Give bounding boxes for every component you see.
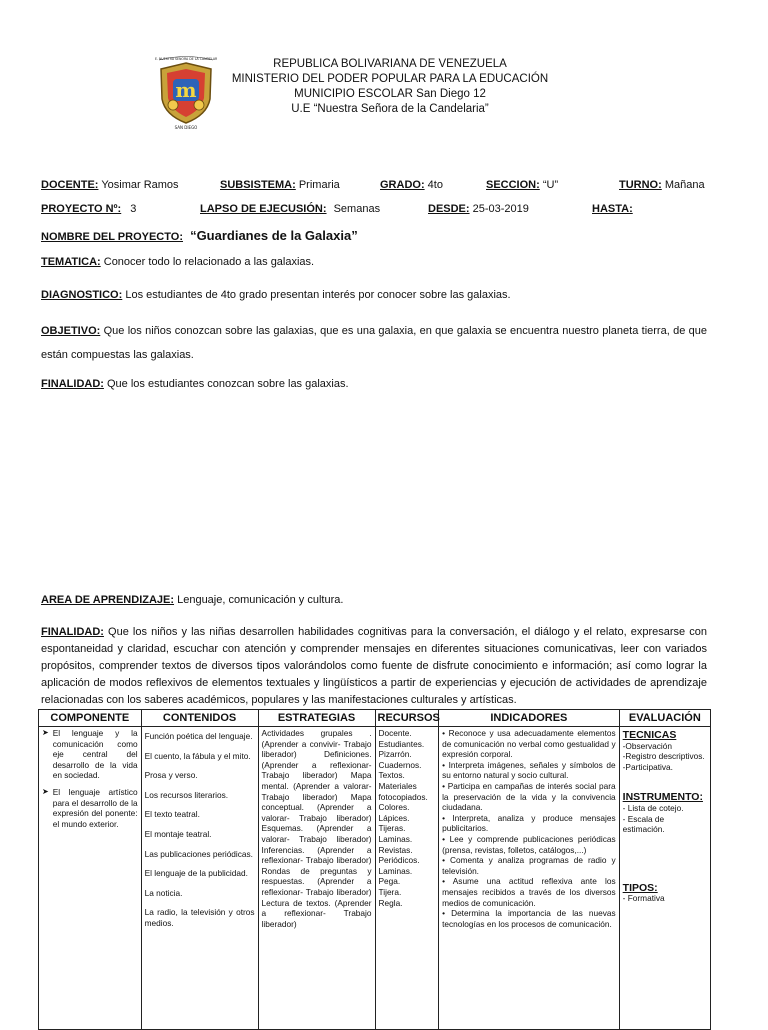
componente-text: El lenguaje artístico para el desarrollo de la expresión del ponente: el mundo exterior.	[52, 786, 138, 829]
tematica-text: Conocer todo lo relacionado a las galaxias.	[103, 256, 315, 268]
hasta-label: HASTA:	[592, 203, 633, 215]
estrategias-cell	[258, 727, 375, 1030]
list-item: El lenguaje de la publicidad.	[144, 868, 248, 879]
nombre-proyecto-value: “Guardianes de la Galaxia”	[190, 228, 358, 243]
evaluacion-cell	[619, 727, 710, 1030]
area-text: Lenguaje, comunicación y cultura.	[177, 594, 344, 606]
header-indicadores: INDICADORES	[439, 710, 620, 727]
list-item: -Observación	[622, 740, 672, 751]
diagnostico-section	[41, 287, 707, 304]
finalidad-label: FINALIDAD:	[41, 378, 104, 390]
finalidad-area-text: Que los niños y las niñas desarrollen habilidades cognitivas para la conversación, el diálogo y el relato, expresarse con espontaneidad y claridad, escuchar con atención y comprender mensajes en diferentes situaciones comunicativas, leer con variados propósitos, comprender textos de diversos tipos valorándolos como fuente de disfrute conocimiento e información; así como lograr la aplicación de modos reflexivos de elementos textuales y lingüísticos a partir de experiencias y ejecución de actividades de aprendizaje relacionadas con los saberes académicos, populares y las manifestaciones culturales y artísticas.	[41, 626, 708, 706]
list-item: El cuento, la fábula y el mito.	[144, 750, 251, 761]
list-item: • Interpreta, analiza y produce mensajes publicitarios.	[442, 812, 616, 834]
tipos-heading: TIPOS:	[622, 881, 658, 894]
header-recursos: RECURSOS	[375, 710, 439, 727]
list-item: Laminas.	[378, 833, 413, 844]
finalidad-area-section	[41, 624, 707, 709]
list-item: - Lista de cotejo.	[622, 802, 684, 813]
list-item: Estudiantes.	[378, 738, 425, 749]
list-item	[42, 787, 138, 829]
lapso-label: LAPSO DE EJECUSIÓN:	[200, 203, 327, 215]
list-item: • Asume una actitud reflexiva ante los mensajes recibidos a través de los diversos medios de comunicación.	[442, 876, 616, 908]
lapso-field	[200, 203, 380, 215]
subsistema-label: SUBSISTEMA:	[220, 179, 296, 191]
list-item	[42, 728, 138, 781]
list-item: Prosa y verso.	[144, 770, 198, 781]
list-item: • Determina la importancia de las nuevas tecnologías en los procesos de comunicación.	[442, 908, 616, 929]
area-section	[41, 592, 707, 609]
list-item: Función poética del lenguaje.	[144, 731, 253, 741]
desde-field	[428, 203, 529, 215]
list-item: -Participativa.	[622, 761, 673, 772]
seccion-label: SECCION:	[486, 179, 540, 191]
docente-label: DOCENTE:	[41, 179, 99, 191]
objetivo-section	[41, 319, 707, 367]
estrategias-text: Actividades grupales . (Aprender a convivir- Trabajo liberador) Definiciones. (Aprender a reflexionar- Trabajo liberador) Mapa mental. (Aprender a valorar- Trabajo liberador) Mapa conceptual. (Aprender a valorar- Trabajo liberador) Esquemas. (Aprender a valorar- Trabajo liberador) Inferencias. (Aprender a reflexionar- Trabajo liberador) Rondas de preguntas y respuestas. (Aprender a reflexionar- Trabajo liberador) Lectura de textos. (Aprender a reflexionar- Trabajo liberador)	[261, 728, 372, 929]
header-line-1: REPUBLICA BOLIVARIANA DE VENEZUELA	[273, 58, 507, 70]
finalidad-section	[41, 376, 707, 393]
desde-value: 25-03-2019	[472, 203, 529, 215]
list-item: • Participa en campañas de interés social para la preservación de la vida y la convivencia ciudadana.	[442, 780, 616, 813]
arrow-bullet-icon: ➤	[42, 728, 49, 737]
list-item: Tijeras.	[378, 823, 406, 834]
header-line-2: MINISTERIO DEL PODER POPULAR PARA LA EDUCACIÓN	[231, 73, 549, 85]
seccion-value: “U”	[542, 179, 559, 191]
list-item: Laminas.	[378, 865, 413, 876]
list-item: Pega.	[378, 876, 401, 887]
list-item: Colores.	[378, 802, 410, 813]
logo-bottom-text: SAN DIEGO	[174, 125, 198, 130]
list-item: - Formativa	[622, 893, 665, 904]
list-item: Materiales fotocopiados.	[378, 780, 428, 802]
turno-field	[619, 179, 705, 191]
list-item: Lápices.	[378, 812, 410, 823]
header-estrategias: ESTRATEGIAS	[258, 710, 375, 727]
diagnostico-text: Los estudiantes de 4to grado presentan interés por conocer sobre las galaxias.	[125, 289, 511, 301]
finalidad-area-label: FINALIDAD:	[41, 626, 104, 638]
subsistema-value: Primaria	[298, 179, 340, 191]
subsistema-field	[220, 179, 340, 191]
list-item: Tijera.	[378, 886, 402, 897]
header-line-3: MUNICIPIO ESCOLAR San Diego 12	[294, 88, 486, 100]
turno-value: Mañana	[664, 179, 705, 191]
header-evaluacion: EVALUACIÓN	[619, 710, 710, 727]
objetivo-label: OBJETIVO:	[41, 325, 101, 337]
area-label: AREA DE APRENDIZAJE:	[41, 594, 175, 606]
indicadores-cell	[439, 727, 620, 1030]
finalidad-text: Que los estudiantes conozcan sobre las galaxias.	[107, 378, 349, 390]
arrow-bullet-icon: ➤	[42, 786, 49, 796]
tecnicas-heading: TECNICAS	[622, 729, 677, 741]
list-item: Las publicaciones periódicas.	[144, 848, 253, 859]
logo-letter: m	[175, 78, 197, 102]
grado-field	[380, 179, 443, 191]
tematica-label: TEMATICA:	[41, 256, 101, 268]
list-item: • Interpreta imágenes, señales y símbolos de su entorno natural y socio cultural.	[442, 759, 616, 781]
docente-value: Yosimar Ramos	[101, 179, 179, 191]
nombre-proyecto-label: NOMBRE DEL PROYECTO:	[41, 231, 183, 243]
recursos-cell	[375, 727, 439, 1030]
hasta-field	[592, 203, 633, 215]
header-contenidos: CONTENIDOS	[141, 710, 258, 727]
list-item: Los recursos literarios.	[144, 789, 229, 800]
list-item: Textos.	[378, 770, 405, 781]
componente-text: El lenguaje y la comunicación como eje central del desarrollo de la vida en sociedad.	[52, 728, 138, 781]
list-item: Regla.	[378, 897, 403, 908]
seccion-field	[486, 179, 558, 191]
instrumento-heading: INSTRUMENTO:	[622, 791, 703, 804]
list-item: La radio, la televisión y otros medios.	[144, 907, 255, 928]
proyecto-label: PROYECTO Nº:	[41, 203, 122, 215]
list-item: • Comenta y analiza programas de radio y televisión.	[442, 855, 616, 876]
list-item: -Registro descriptivos.	[622, 751, 705, 762]
nombre-proyecto-field	[41, 228, 358, 243]
lapso-value: Semanas	[333, 203, 381, 215]
header-line-4: U.E “Nuestra Señora de la Candelaria”	[291, 103, 489, 115]
list-item: El montaje teatral.	[144, 828, 212, 839]
diagnostico-label: DIAGNOSTICO:	[41, 289, 123, 301]
proyecto-value: 3	[130, 203, 137, 215]
list-item: Pizarrón.	[378, 749, 412, 760]
turno-label: TURNO:	[619, 179, 662, 191]
list-item: Cuadernos.	[378, 759, 422, 770]
tematica-section	[41, 254, 707, 271]
desde-label: DESDE:	[428, 203, 470, 215]
table-header-row	[39, 710, 711, 727]
table-row	[39, 727, 711, 1030]
grado-label: GRADO:	[380, 179, 425, 191]
objetivo-text: Que los niños conozcan sobre las galaxias, que es una galaxia, en que galaxia se encuentra nuestro planeta tierra, de que están compuestas las galaxias.	[41, 325, 707, 361]
list-item: Revistas.	[378, 844, 413, 855]
proyecto-field	[41, 203, 136, 215]
docente-field	[41, 179, 179, 191]
componente-cell	[39, 727, 142, 1030]
logo-top-text: U.E. NUESTRA SEÑORA DE LA CANDELARIA	[155, 57, 217, 61]
list-item: La noticia.	[144, 887, 183, 898]
contenidos-cell	[141, 727, 258, 1030]
list-item: • Lee y comprende publicaciones periódicas (prensa, revistas, folletos, catálogos,...)	[442, 833, 616, 855]
list-item: • Reconoce y usa adecuadamente elementos de comunicación no verbal como gestualidad y expresión corporal.	[442, 728, 616, 760]
list-item: El texto teatral.	[144, 809, 200, 820]
list-item: - Escala de estimación.	[622, 813, 665, 835]
planning-table	[38, 709, 711, 1030]
grado-value: 4to	[427, 179, 443, 191]
list-item: Docente.	[378, 728, 412, 738]
list-item: Periódicos.	[378, 855, 420, 866]
header-componente: COMPONENTE	[39, 710, 142, 727]
